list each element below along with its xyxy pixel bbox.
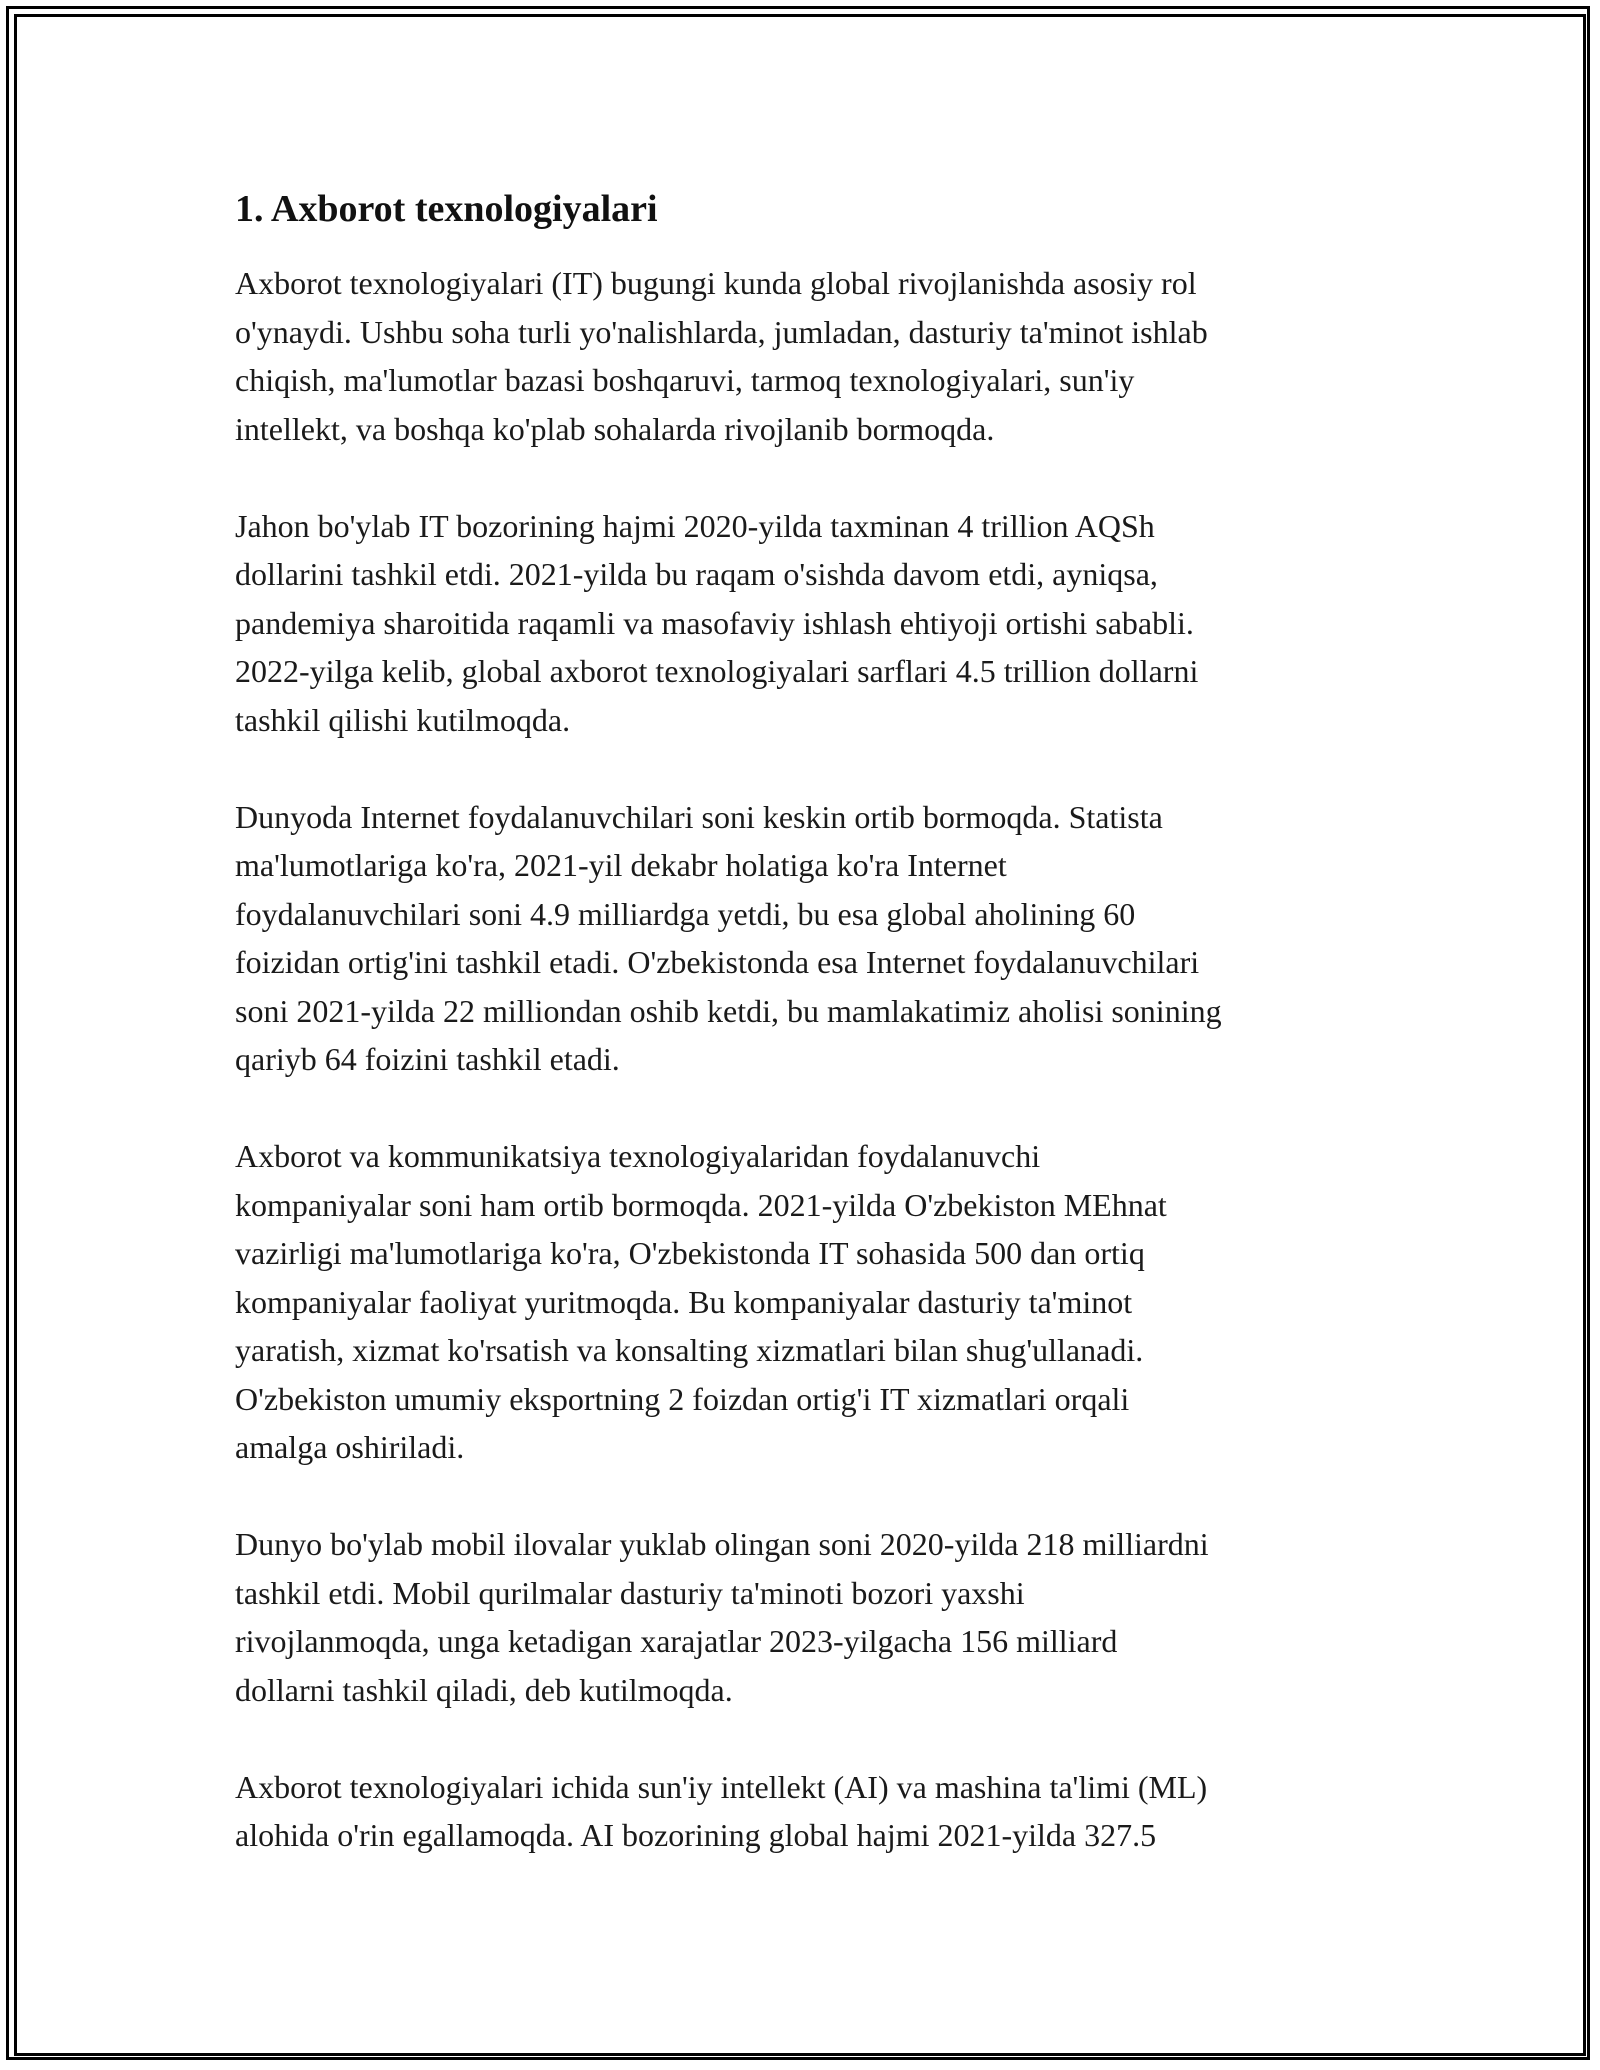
text-line: Axborot texnologiyalari ichida sun'iy intellekt (AI) va mashina ta'limi (ML)	[235, 1768, 1208, 1805]
text-line: vazirligi ma'lumotlariga ko'ra, O'zbekistonda IT sohasida 500 dan ortiq	[235, 1235, 1145, 1271]
text-line: chiqish, ma'lumotlar bazasi boshqaruvi, tarmoq texnologiyalari, sun'iy	[235, 362, 1135, 398]
text-line: kompaniyalar soni ham ortib bormoqda. 2021-yilda O'zbekiston MEhnat	[235, 1186, 1167, 1223]
text-line: Jahon bo'ylab IT bozorining hajmi 2020-yilda taxminan 4 trillion AQSh	[235, 507, 1155, 544]
text-line: foizidan ortig'ini tashkil etadi. O'zbekistonda esa Internet foydalanuvchilari	[235, 944, 1200, 980]
text-line: rivojlanmoqda, unga ketadigan xarajatlar 2023-yilgacha 156 milliard	[235, 1623, 1118, 1659]
text-line: Dunyoda Internet foydalanuvchilari soni keskin ortib bormoqda. Statista	[235, 798, 1163, 835]
paragraph-mobile-apps	[235, 1520, 1385, 1714]
text-line: soni 2021-yilda 22 milliondan oshib ketdi, bu mamlakatimiz aholisi sonining	[235, 992, 1222, 1029]
paragraph-it-market	[235, 502, 1385, 745]
text-line: pandemiya sharoitida raqamli va masofaviy ishlash ehtiyoji ortishi sababli.	[235, 604, 1194, 641]
text-line: yaratish, xizmat ko'rsatish va konsalting xizmatlari bilan shug'ullanadi.	[235, 1332, 1144, 1368]
text-line: alohida o'rin egallamoqda. AI bozorining global hajmi 2021-yilda 327.5	[235, 1817, 1157, 1853]
text-line: intellekt, va boshqa ko'plab sohalarda rivojlanib bormoqda.	[235, 410, 995, 447]
paragraph-ai-ml	[235, 1763, 1385, 1860]
text-line: dollarni tashkil qiladi, deb kutilmoqda.	[235, 1671, 733, 1708]
text-line: 2022-yilga kelib, global axborot texnologiyalari sarflari 4.5 trillion dollarni	[235, 653, 1199, 689]
text-line: dollarini tashkil etdi. 2021-yilda bu raqam o'sishda davom etdi, ayniqsa,	[235, 556, 1158, 592]
text-line: O'zbekiston umumiy eksportning 2 foizdan ortig'i IT xizmatlari orqali	[235, 1380, 1130, 1417]
document-body	[235, 185, 1385, 1908]
text-line: tashkil qilishi kutilmoqda.	[235, 701, 571, 738]
text-line: Axborot texnologiyalari (IT) bugungi kunda global rivojlanishda asosiy rol	[235, 265, 1197, 301]
text-line: amalga oshiriladi.	[235, 1429, 465, 1465]
text-line: Dunyo bo'ylab mobil ilovalar yuklab olingan soni 2020-yilda 218 milliardni	[235, 1526, 1209, 1562]
text-line: qariyb 64 foizini tashkil etadi.	[235, 1041, 620, 1077]
text-line: Axborot va kommunikatsiya texnologiyalaridan foydalanuvchi	[235, 1138, 1041, 1174]
text-line: kompaniyalar faoliyat yuritmoqda. Bu kompaniyalar dasturiy ta'minot	[235, 1283, 1133, 1320]
text-line: o'ynaydi. Ushbu soha turli yo'nalishlarda, jumladan, dasturiy ta'minot ishlab	[235, 313, 1208, 350]
paragraph-ict-companies	[235, 1132, 1385, 1472]
section-title: 1. Axborot texnologiyalari	[235, 188, 658, 230]
text-line: foydalanuvchilari soni 4.9 milliardga yetdi, bu esa global aholining 60	[235, 895, 1136, 932]
paragraph-it-overview	[235, 259, 1385, 453]
text-line: tashkil etdi. Mobil qurilmalar dasturiy ta'minoti bozori yaxshi	[235, 1574, 1025, 1611]
paragraph-internet-users	[235, 793, 1385, 1084]
text-line: ma'lumotlariga ko'ra, 2021-yil dekabr holatiga ko'ra Internet	[235, 847, 1007, 883]
